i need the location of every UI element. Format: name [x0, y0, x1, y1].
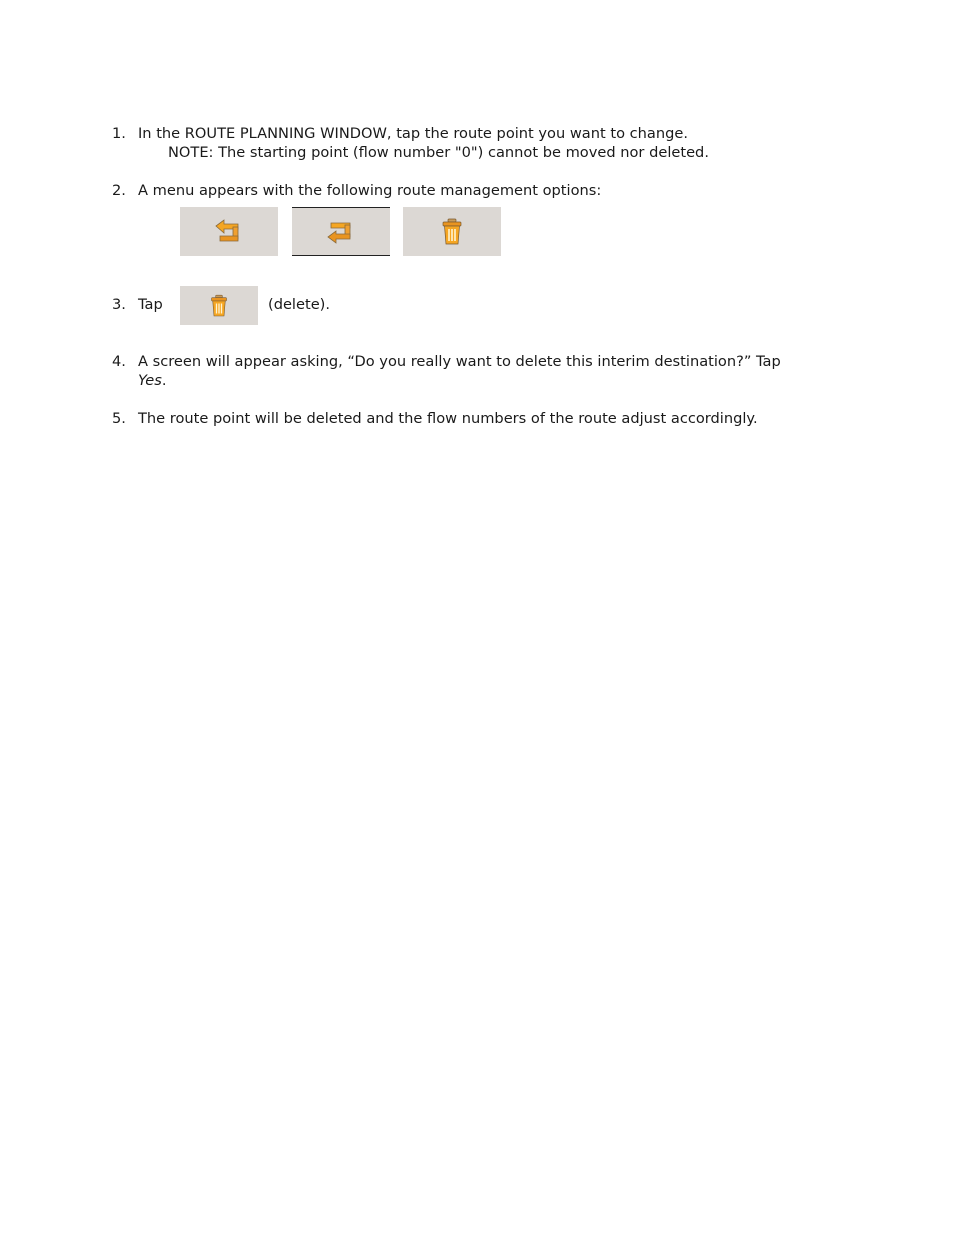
delete-button[interactable] — [403, 207, 501, 256]
step-text: In the ROUTE PLANNING WINDOW, tap the route point you want to change. — [138, 125, 688, 142]
step-number: 2. — [112, 182, 126, 199]
move-forward-button[interactable] — [292, 207, 390, 256]
step-text-after: (delete). — [268, 296, 331, 313]
step-text-end: . — [161, 372, 167, 389]
trash-icon — [440, 218, 464, 246]
move-back-arrow-icon — [212, 217, 246, 247]
delete-button-inline[interactable] — [180, 286, 258, 325]
step-number: 5. — [112, 410, 126, 427]
step-text: A menu appears with the following route management options: — [138, 182, 602, 199]
step-number: 3. — [112, 296, 126, 313]
move-back-button[interactable] — [180, 207, 278, 256]
yes-emphasis: Yes — [138, 372, 162, 389]
step-text: The route point will be deleted and the flow numbers of the route adjust accordingly. — [138, 410, 758, 427]
step-number: 1. — [112, 125, 126, 142]
step-text: A screen will appear asking, “Do you really want to delete this interim destination?” Tap — [138, 353, 781, 370]
trash-icon — [209, 294, 229, 318]
step-text-cont — [138, 371, 167, 390]
step-text: Tap — [138, 296, 163, 313]
step-note: NOTE: The starting point (flow number "0") cannot be moved nor deleted. — [168, 144, 709, 161]
move-forward-arrow-icon — [324, 217, 358, 247]
step-number: 4. — [112, 353, 126, 370]
